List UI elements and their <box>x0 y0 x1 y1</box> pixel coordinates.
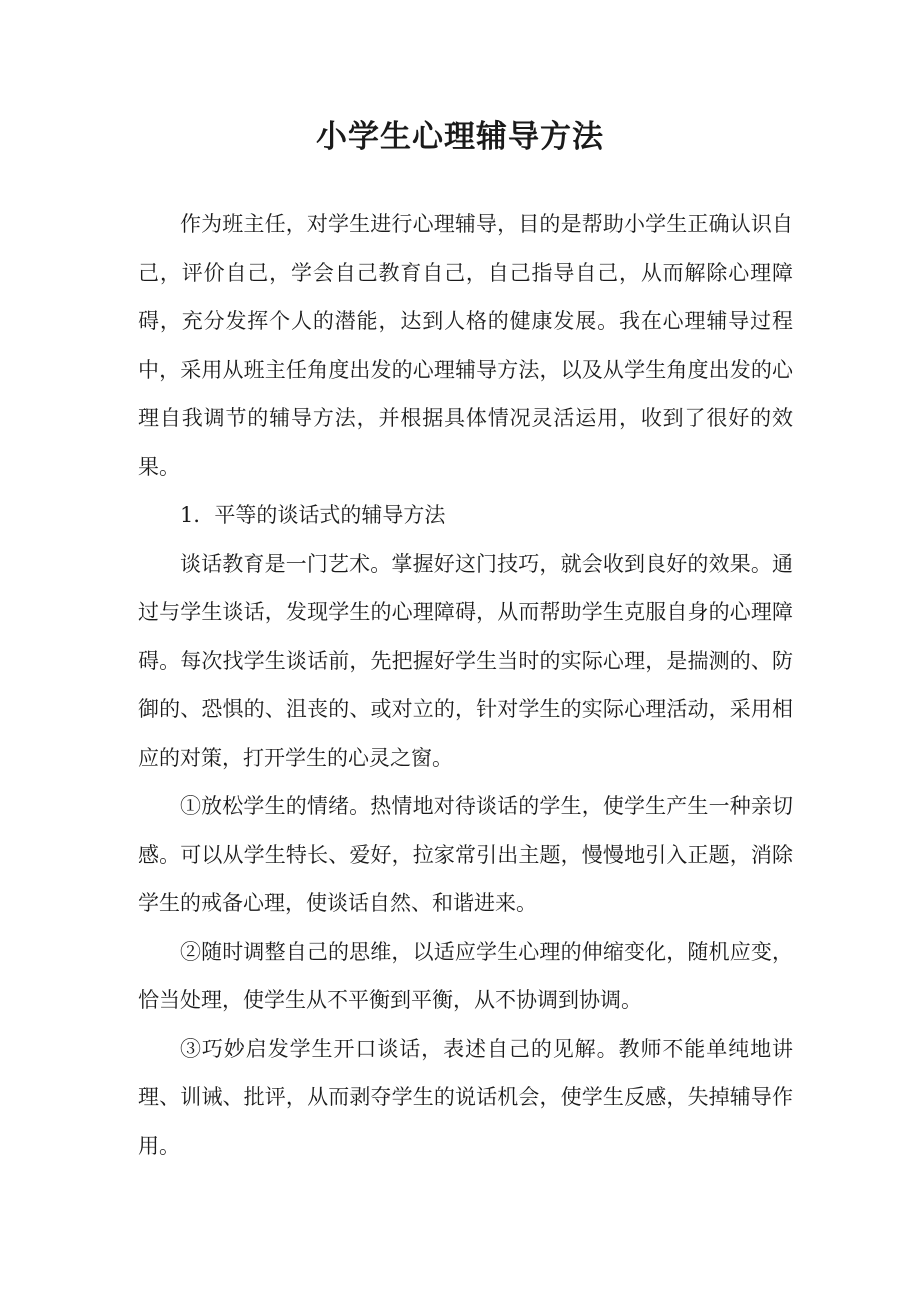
list-item-2: ②随时调整自己的思维，以适应学生心理的伸缩变化，随机应变，恰当处理，使学生从不平衡到平衡，从不协调到协调。 <box>138 939 793 1012</box>
list-item-1: ①放松学生的情绪。热情地对待谈话的学生，使学生产生一种亲切感。可以从学生特长、爱好，拉家常引出主题，慢慢地引入正题，消除学生的戒备心理，使谈话自然、和谐进来。 <box>138 794 793 915</box>
body-paragraph: 谈话教育是一门艺术。掌握好这门技巧，就会收到良好的效果。通过与学生谈话，发现学生的心理障碍，从而帮助学生克服自身的心理障碍。每次找学生谈话前，先把握好学生当时的实际心理，是揣测的、防御的、恐惧的、沮丧的、或对立的，针对学生的实际心理活动，采用相应的对策，打开学生的心灵之窗。 <box>138 551 793 770</box>
page-title: 小学生心理辅导方法 <box>316 119 604 155</box>
document-body <box>138 200 793 1170</box>
list-item-3: ③巧妙启发学生开口谈话，表述自己的见解。教师不能单纯地讲理、训诫、批评，从而剥夺学生的说话机会，使学生反感，失掉辅导作用。 <box>138 1036 793 1158</box>
intro-paragraph: 作为班主任，对学生进行心理辅导，目的是帮助小学生正确认识自己，评价自己，学会自己教育自己，自己指导自己，从而解除心理障碍，充分发挥个人的潜能，达到人格的健康发展。我在心理辅导过程中，采用从班主任角度出发的心理辅导方法，以及从学生角度出发的心理自我调节的辅导方法，并根据具体情况灵活运用，收到了很好的效果。 <box>138 212 793 479</box>
section-heading: 1．平等的谈话式的辅导方法 <box>180 503 446 527</box>
